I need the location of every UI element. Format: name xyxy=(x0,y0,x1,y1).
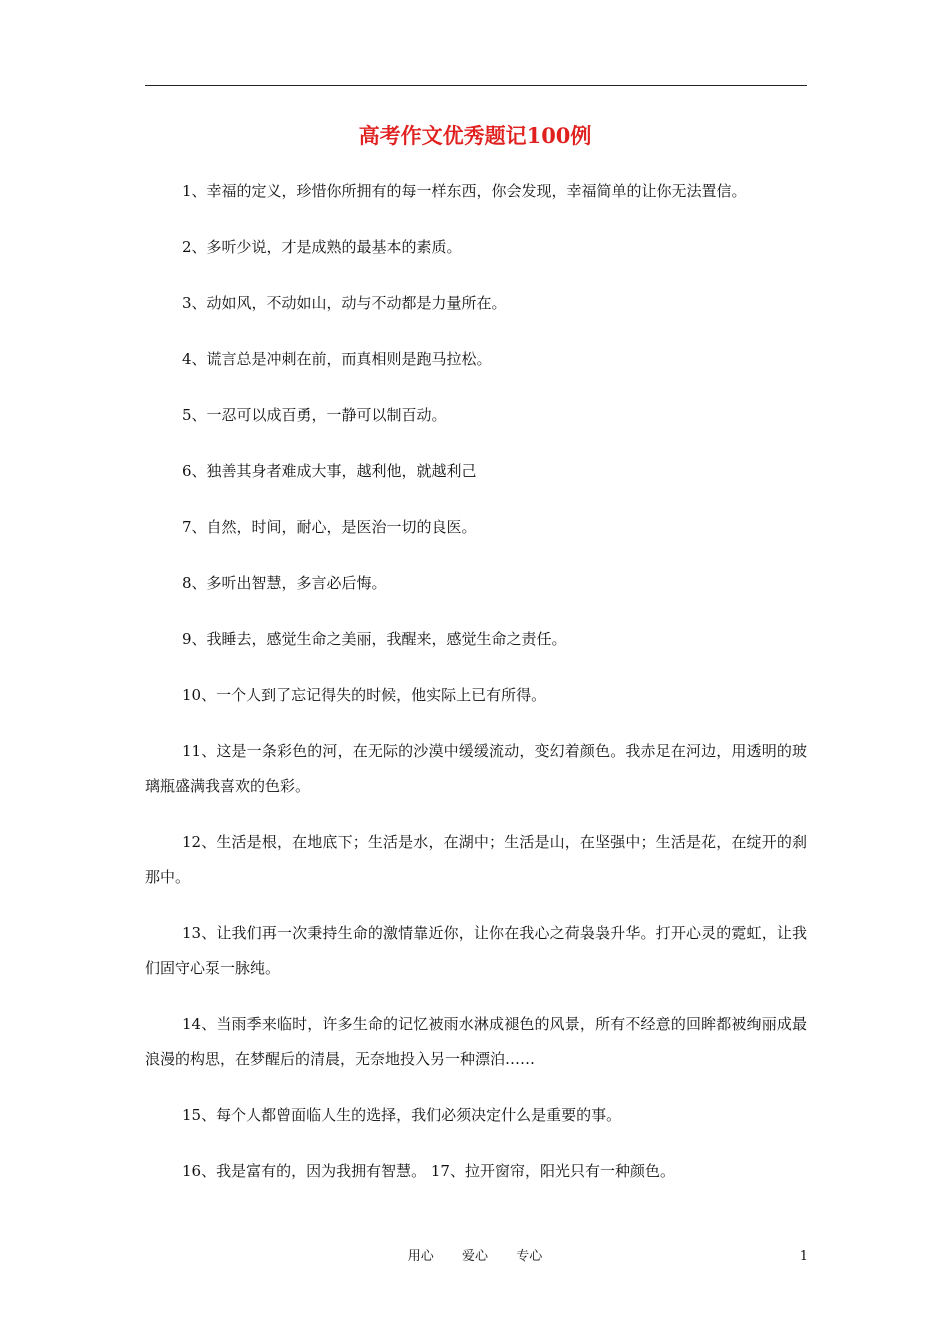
list-item: 5、一忍可以成百勇，一静可以制百动。 xyxy=(182,406,447,424)
list-item: 10、一个人到了忘记得失的时候，他实际上已有所得。 xyxy=(182,686,547,704)
header-rule xyxy=(145,85,807,86)
list-item: 9、我睡去，感觉生命之美丽，我醒来，感觉生命之责任。 xyxy=(182,630,567,648)
list-item: 2、多听少说，才是成熟的最基本的素质。 xyxy=(182,238,462,256)
list-item: 11、这是一条彩色的河，在无际的沙漠中缓缓流动，变幻着颜色。我赤足在河边，用透明的玻璃瓶盛满我喜欢的色彩。 xyxy=(145,742,807,795)
list-item: 13、让我们再一次秉持生命的激情靠近你，让你在我心之荷袅袅升华。打开心灵的霓虹，让我们固守心泵一脉纯。 xyxy=(145,924,807,977)
list-item: 12、生活是根，在地底下；生活是水，在湖中；生活是山，在坚强中；生活是花，在绽开的刹那中。 xyxy=(145,833,807,886)
list-item: 1、幸福的定义，珍惜你所拥有的每一样东西，你会发现，幸福简单的让你无法置信。 xyxy=(182,182,747,200)
entry-list xyxy=(145,174,807,1210)
list-item: 14、当雨季来临时，许多生命的记忆被雨水淋成褪色的风景，所有不经意的回眸都被绚丽成最浪漫的构思，在梦醒后的清晨，无奈地投入另一种漂泊…… xyxy=(145,1015,807,1068)
footer-motto: 用心 爱心 专心 xyxy=(407,1249,543,1264)
list-item: 15、每个人都曾面临人生的选择，我们必须决定什么是重要的事。 xyxy=(182,1106,622,1124)
list-item: 3、动如风，不动如山，动与不动都是力量所在。 xyxy=(182,294,507,312)
document-title: 高考作文优秀题记100例 xyxy=(358,123,592,148)
list-item: 7、自然，时间，耐心，是医治一切的良医。 xyxy=(182,518,477,536)
list-item: 16、我是富有的，因为我拥有智慧。 17、拉开窗帘，阳光只有一种颜色。 xyxy=(182,1162,675,1180)
list-item: 8、多听出智慧，多言必后悔。 xyxy=(182,574,387,592)
page-number: 1 xyxy=(799,1249,808,1264)
list-item: 6、独善其身者难成大事，越利他，就越利己 xyxy=(182,462,477,480)
list-item: 4、谎言总是冲刺在前，而真相则是跑马拉松。 xyxy=(182,350,492,368)
